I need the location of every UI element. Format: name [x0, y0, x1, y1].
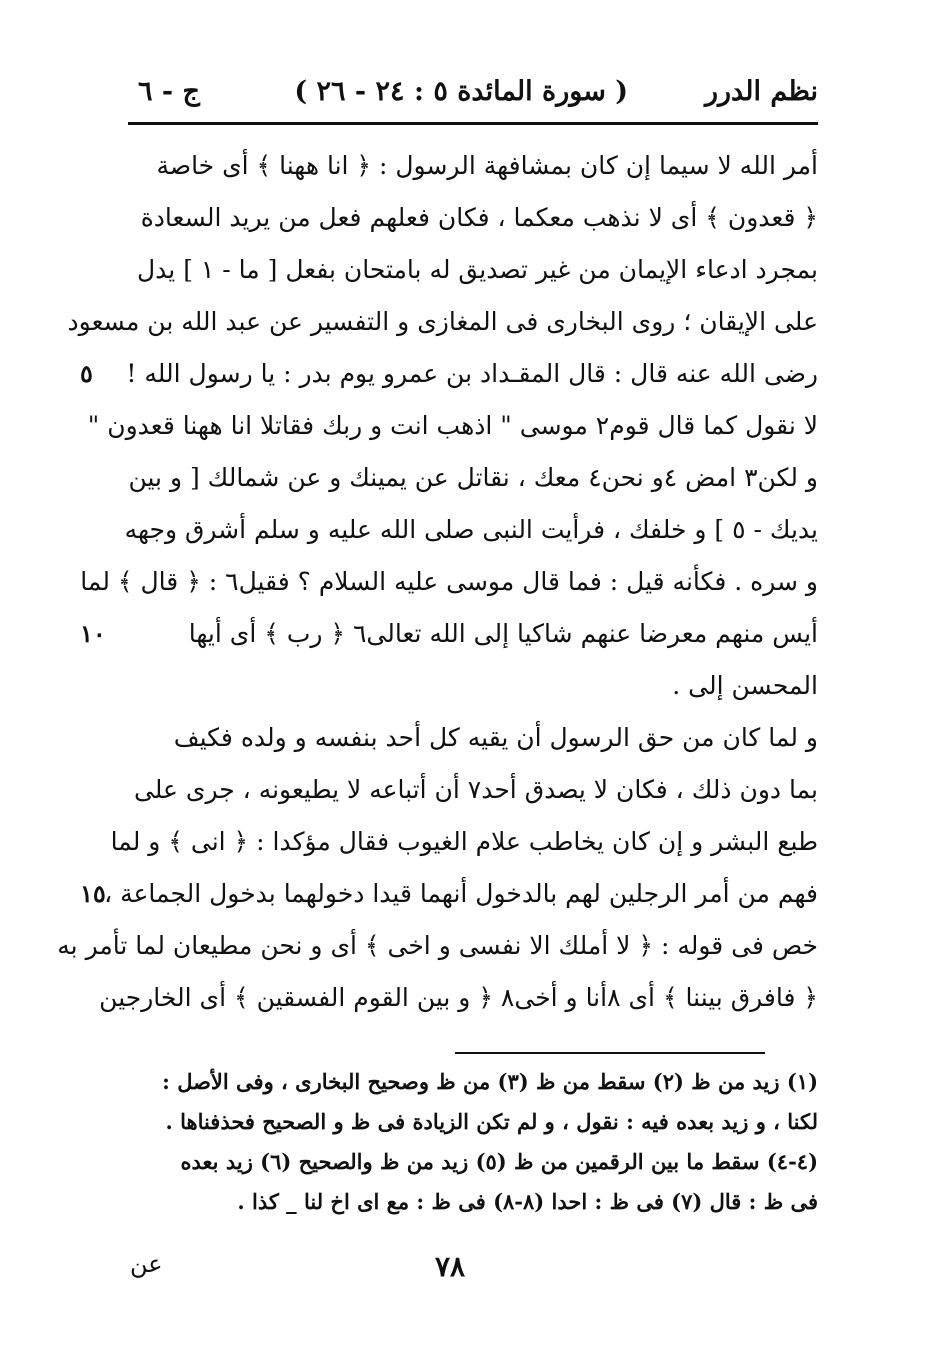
- page-number: ٧٨: [434, 1250, 466, 1283]
- text-line: يديك - ٥ ] و خلفك ، فرأيت النبى صلى الله عليه و سلم أشرق وجهه: [124, 515, 818, 544]
- footnotes: [128, 1062, 818, 1222]
- line-number: ١٥: [80, 879, 106, 908]
- text-line: طبع البشر و إن كان يخاطب علام الغيوب فقال مؤكدا : ﴿ انى ﴾ و لما: [110, 827, 818, 856]
- text-line: ﴿ قعدون ﴾ أى لا نذهب معكما ، فكان فعلهم فعل من يريد السعادة: [140, 203, 818, 232]
- text-line: ١٥ فهم من أمر الرجلين لهم بالدخول أنهما قيدا دخولهما بدخول الجماعة ،: [128, 868, 818, 920]
- text-line: و لكن٣ امض ٤و نحن٤ معك ، نقاتل عن يمينك و عن شمالك [ و بين: [128, 463, 818, 492]
- text-line: و لما كان من حق الرسول أن يقيه كل أحد بنفسه و ولده فكيف: [173, 723, 818, 752]
- text-line: خص فى قوله : ﴿ لا أملك الا نفسى و اخى ﴾ أى و نحن مطيعان لما تأمر به: [57, 931, 818, 960]
- text-line: ١٠ أيس منهم معرضا عنهم شاكيا إلى الله تعالى٦ ﴿ رب ﴾ أى أيها: [128, 608, 818, 660]
- line-number: ٥: [80, 359, 93, 388]
- line-number: ١٠: [80, 619, 106, 648]
- catchword: عن: [130, 1250, 163, 1278]
- text-line: المحسن إلى .: [672, 671, 818, 700]
- text-line: ﴿ فافرق بيننا ﴾ أى ٨أنا و أخى٨ ﴿ و بين القوم الفسقين ﴾ أى الخارجين: [99, 983, 818, 1012]
- running-title: نظم الدرر: [704, 76, 818, 107]
- main-text: [57, 140, 818, 1024]
- text-line: لا نقول كما قال قوم٢ موسى " اذهب انت و ربك فقاتلا انا ههنا قعدون ": [87, 411, 818, 440]
- header-rule: [128, 122, 818, 125]
- page-header: [128, 70, 818, 114]
- text-line: بما دون ذلك ، فكان لا يصدق أحد٧ أن أتباعه لا يطيعونه ، جرى على: [133, 775, 818, 804]
- text-line: أمر الله لا سيما إن كان بمشافهة الرسول : ﴿ انا ههنا ﴾ أى خاصة: [156, 151, 818, 180]
- footnote-line: لكنا ، و زيد بعده فيه : نقول ، و لم تكن الزيادة فى ظ و الصحيح فحذفناها .: [165, 1109, 818, 1134]
- footnote-line: (٤-٤) سقط ما بين الرقمين من ظ (٥) زيد من ظ والصحيح (٦) زيد بعده: [180, 1149, 818, 1174]
- footnote-line: فى ظ : قال (٧) فى ظ : احدا (٨-٨) فى ظ : مع اى اخ لنا _ كذا .: [237, 1189, 818, 1214]
- surah-reference: ( سورة المائدة ٥ : ٢٤ - ٢٦ ): [294, 76, 628, 107]
- footnote-line: (١) زيد من ظ (٢) سقط من ظ (٣) من ظ وصحيح البخارى ، وفى الأصل :: [162, 1069, 818, 1094]
- text-line: ٥ رضى الله عنه قال : قال المقـداد بن عمرو يوم بدر : يا رسول الله !: [128, 348, 818, 400]
- text-line: بمجرد ادعاء الإيمان من غير تصديق له بامتحان بفعل [ ما - ١ ] يدل: [137, 255, 818, 284]
- text-line: على الإيقان ؛ روى البخارى فى المغازى و التفسير عن عبد الله بن مسعود: [67, 307, 818, 336]
- text-line: و سره . فكأنه قيل : فما قال موسى عليه السلام ؟ فقيل٦ : ﴿ قال ﴾ لما: [80, 567, 818, 596]
- volume-label: ج - ٦: [138, 76, 200, 107]
- footnote-rule: [455, 1052, 765, 1054]
